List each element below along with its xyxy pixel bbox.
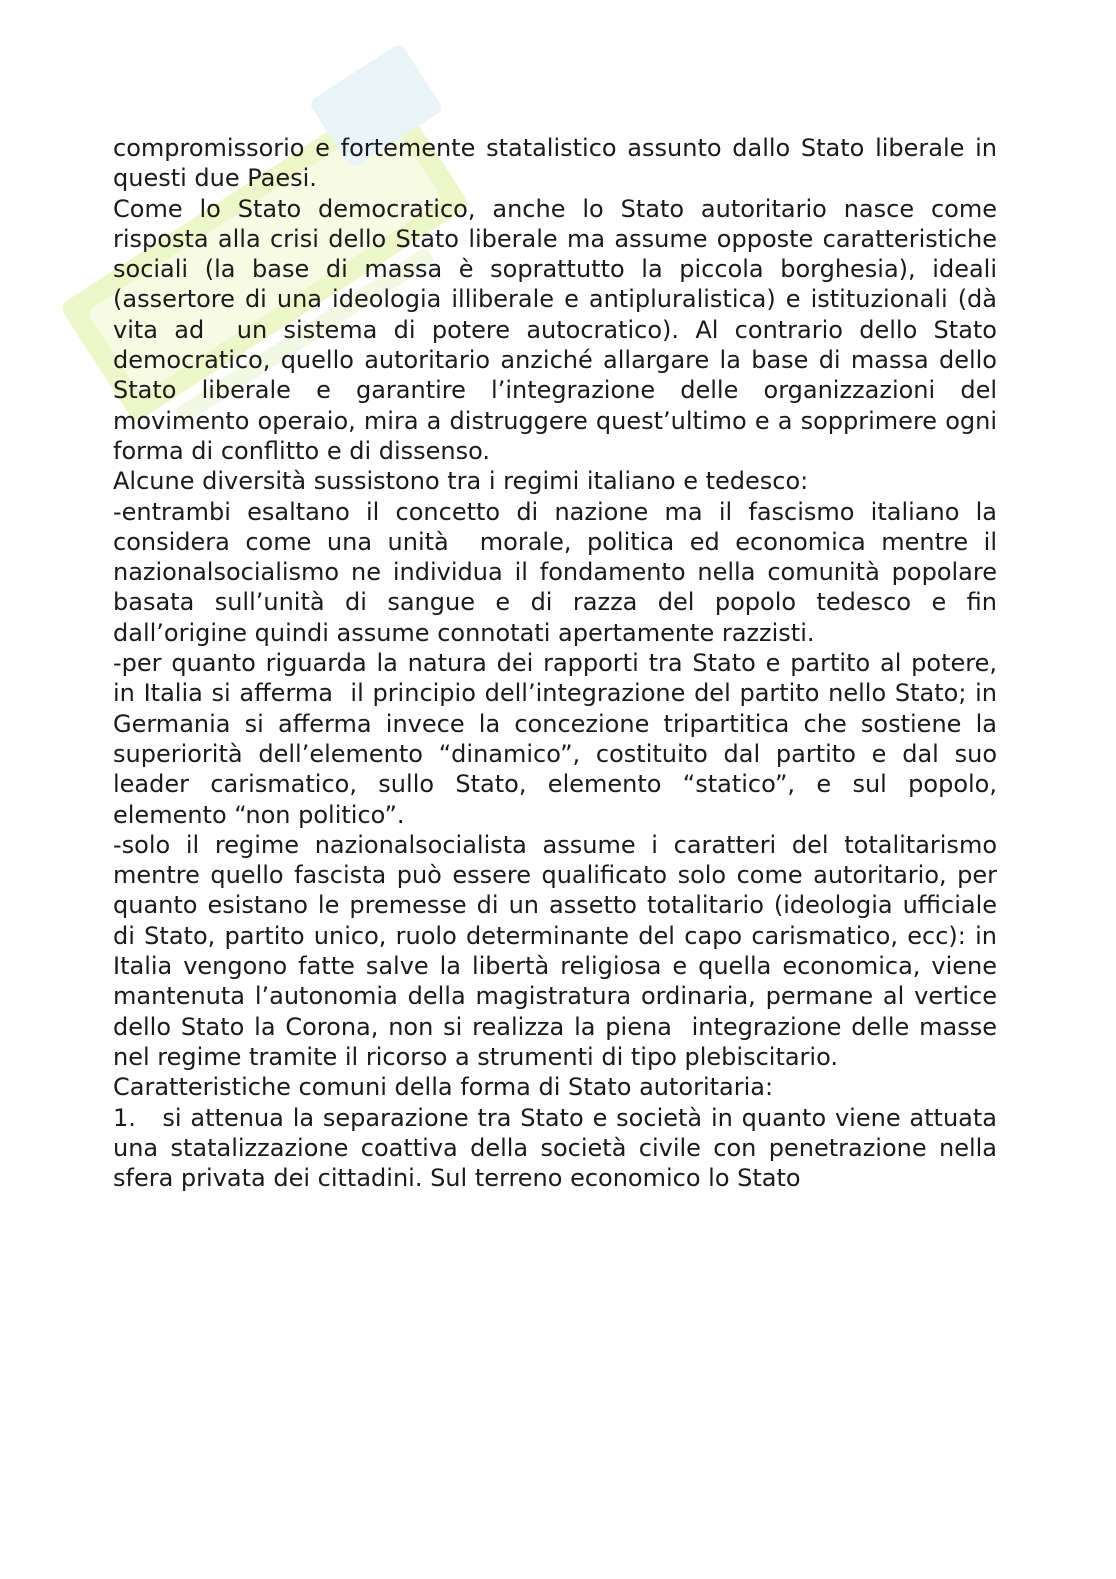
paragraph-8: 1. si attenua la separazione tra Stato e società in quanto viene attuata una statalizzazione coattiva della società civile con penetrazione nella sfera privata dei cittadini. Sul terreno economico lo Stato: [113, 1103, 1005, 1193]
document-body: [113, 133, 1005, 1193]
paragraph-5: -per quanto riguarda la natura dei rapporti tra Stato e partito al potere, in Italia si afferma il principio dell’integrazione del partito nello Stato; in Germania si afferma invece la concezione tripartitica che sostiene la superiorità dell’elemento “dinamico”, costituito dal partito e dal suo leader carismatico, sullo Stato, elemento “statico”, e sul popolo, elemento “non politico”.: [113, 649, 1005, 829]
paragraph-1: compromissorio e fortemente statalistico assunto dallo Stato liberale in questi due Paesi.: [113, 134, 1005, 193]
paragraph-4: -entrambi esaltano il concetto di nazione ma il fascismo italiano la considera come una unità morale, politica ed economica mentre il nazionalsocialismo ne individua il fondamento nella comunità popolare basata sull’unità di sangue e di razza del popolo tedesco e fin dall’origine quindi assume connotati apertamente razzisti.: [113, 497, 1005, 647]
paragraph-3: Alcune diversità sussistono tra i regimi italiano e tedesco:: [113, 467, 809, 496]
paragraph-7: Caratteristiche comuni della forma di Stato autoritaria:: [113, 1073, 774, 1102]
paragraph-2: Come lo Stato democratico, anche lo Stato autoritario nasce come risposta alla crisi dello Stato liberale ma assume opposte caratteristiche sociali (la base di massa è soprattutto la piccola borghesia), ideali (assertore di una ideologia illiberale e antipluralistica) e istituzionali (dà vita ad un sistema di potere autocratico). Al contrario dello Stato democratico, quello autoritario anziché allargare la base di massa dello Stato liberale e garantire l’integrazione delle organizzazioni del movimento operaio, mira a distruggere quest’ultimo e a sopprimere ogni forma di conflitto e di dissenso.: [113, 194, 1005, 465]
paragraph-6: -solo il regime nazionalsocialista assume i caratteri del totalitarismo mentre quello fascista può essere qualificato solo come autoritario, per quanto esistano le premesse di un assetto totalitario (ideologia ufficiale di Stato, partito unico, ruolo determinante del capo carismatico, ecc): in Italia vengono fatte salve la libertà religiosa e quella economica, viene mantenuta l’autonomia della magistratura ordinaria, permane al vertice dello Stato la Corona, non si realizza la piena integrazione delle masse nel regime tramite il ricorso a strumenti di tipo plebiscitario.: [113, 830, 1005, 1071]
